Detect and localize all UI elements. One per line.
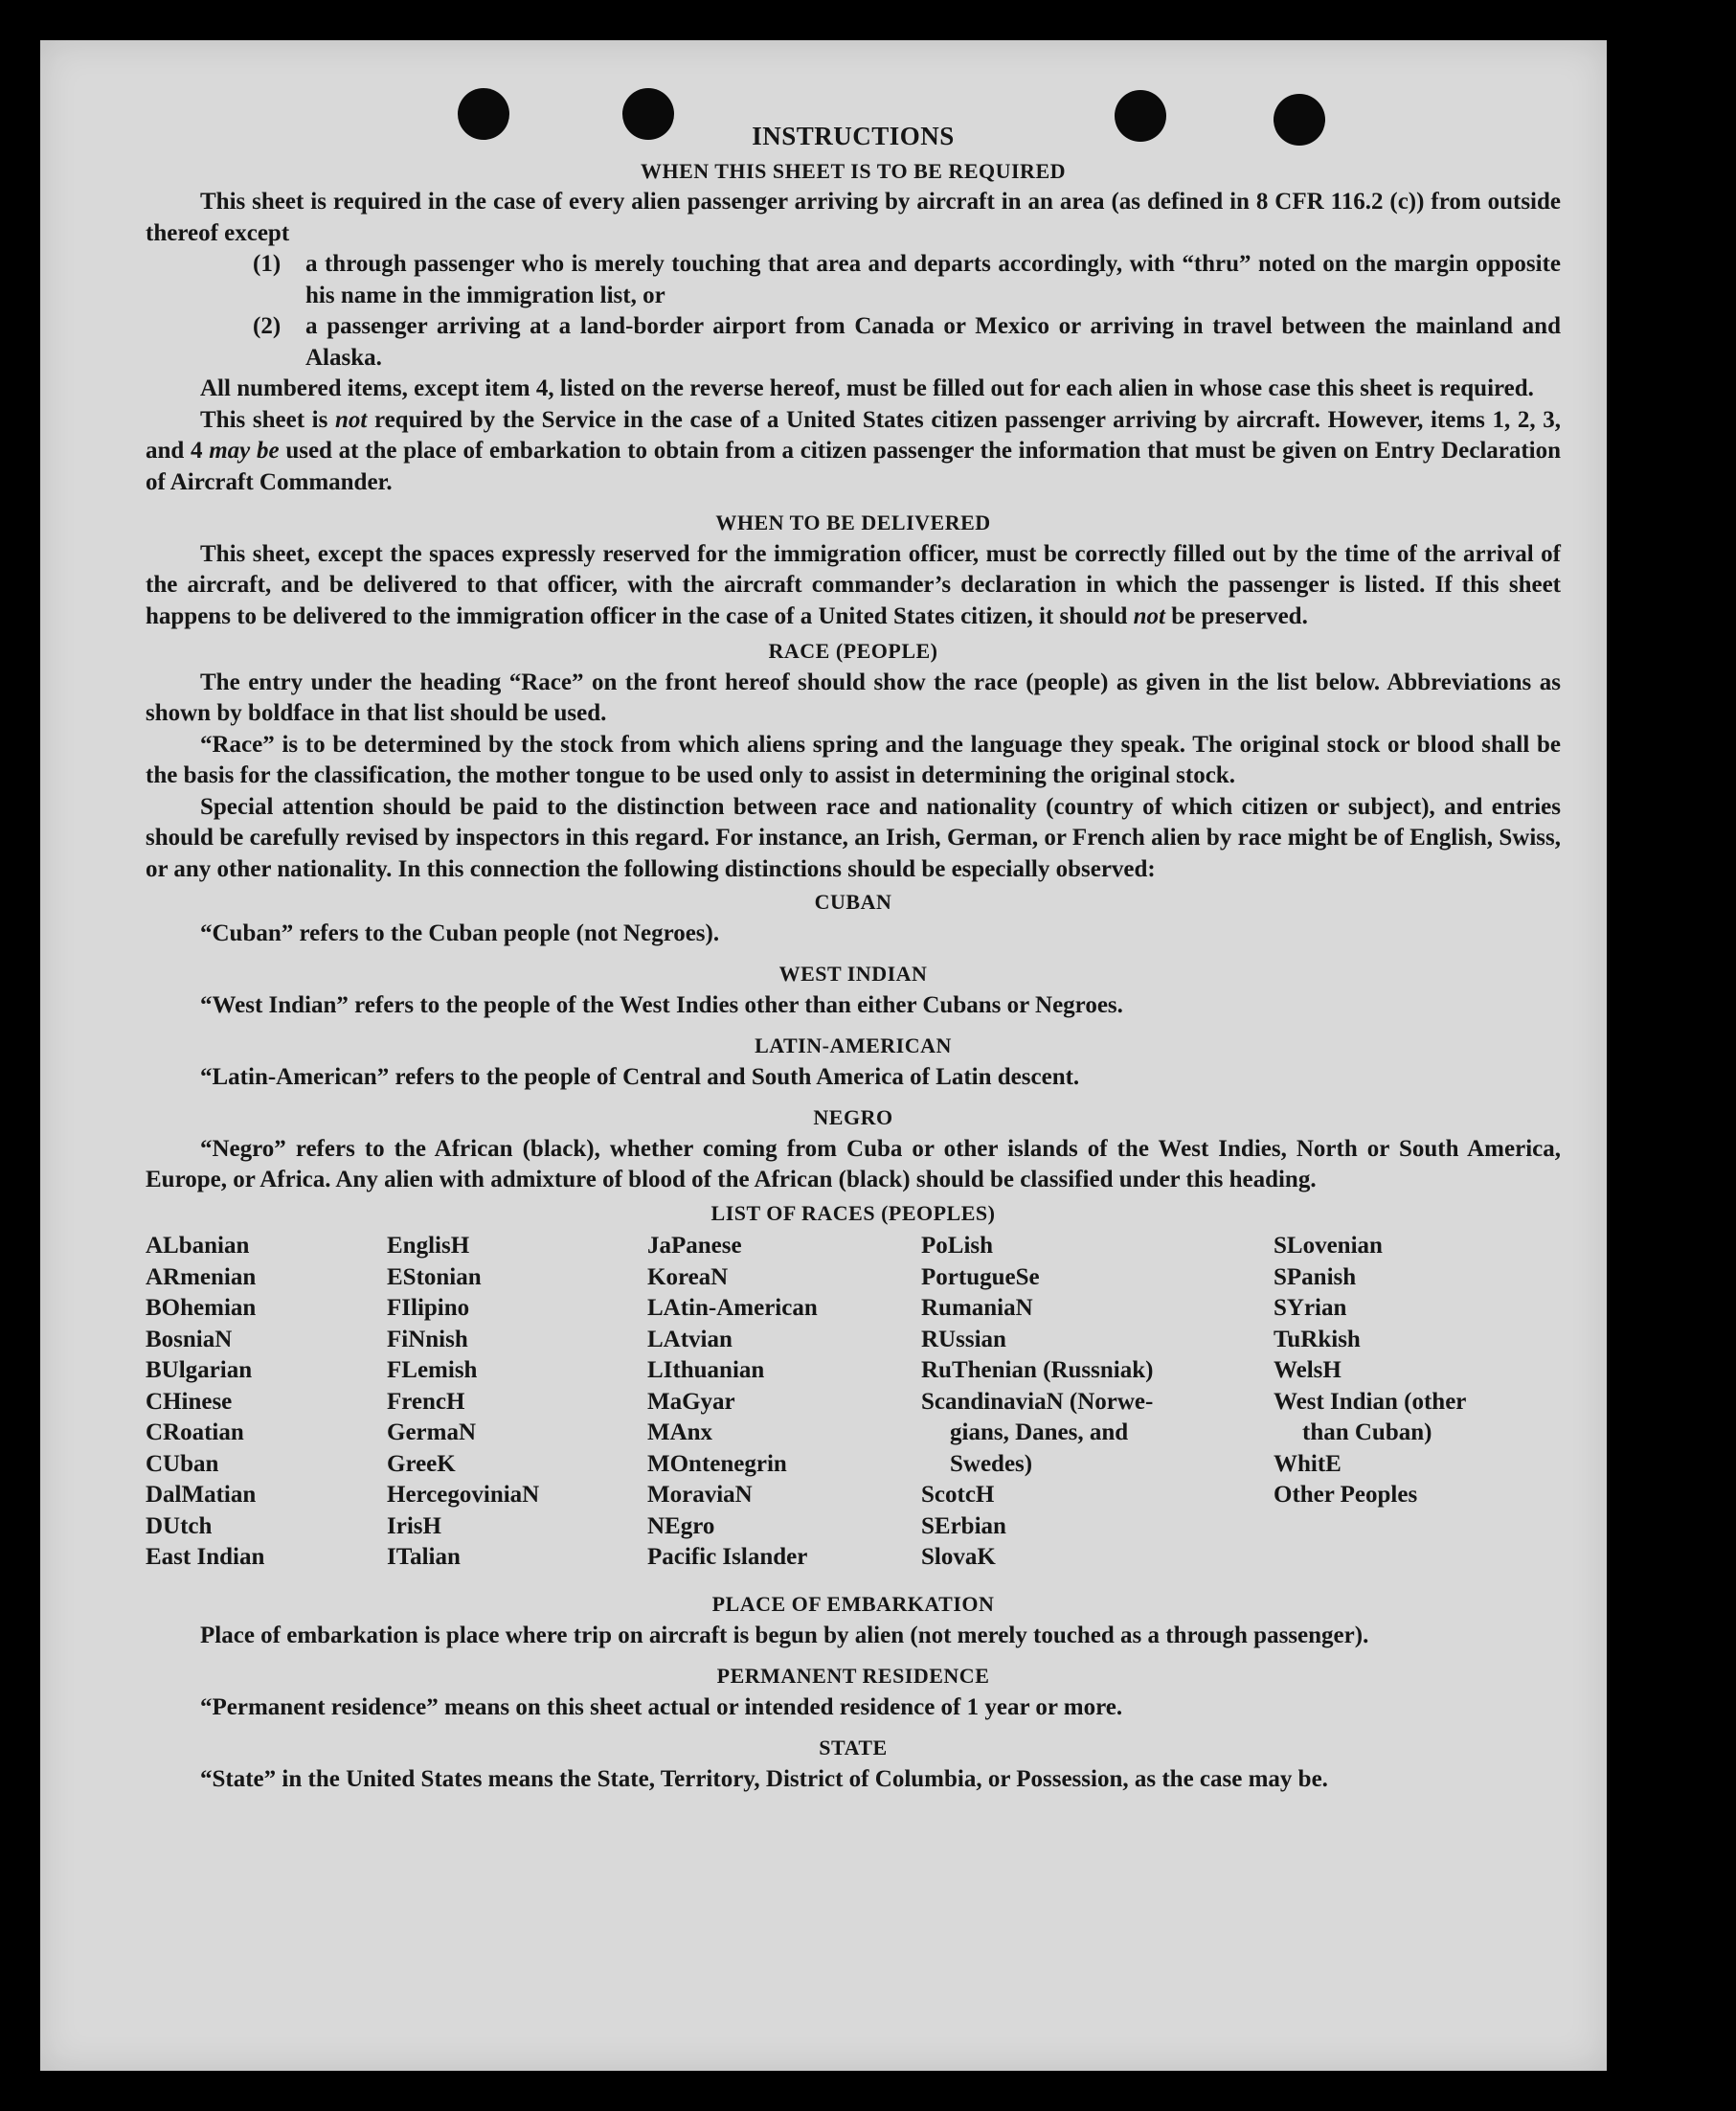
race-entry: SlovaK <box>921 1544 996 1570</box>
race-entry: LAtvian <box>647 1326 733 1352</box>
race-entry: GreeK <box>387 1450 456 1477</box>
race-entry: ScotcH <box>921 1482 995 1508</box>
race-entry: MOntenegrin <box>647 1450 787 1477</box>
race-entry: LAtin-American <box>647 1295 818 1321</box>
item-number: (1) <box>253 251 282 277</box>
race-entry: FIlipino <box>387 1295 470 1321</box>
race-entry: IrisH <box>387 1512 441 1539</box>
instructions-content <box>146 117 1561 1795</box>
race-entry: ALbanian <box>146 1233 250 1259</box>
races-column <box>1274 1231 1466 1511</box>
section-heading: PLACE OF EMBARKATION <box>711 1592 995 1616</box>
race-entry: DalMatian <box>146 1482 257 1508</box>
paragraph: Special attention should be paid to the distinction between race and nationality (country of which citizen or subject), and entries should be carefully revised by inspectors in this regard. For instance, an Irish, German, or French alien by race might be of English, Swiss, or any other nationality. In this connection the following distinctions should be especially observed: <box>146 793 1561 882</box>
race-entry: GermaN <box>387 1419 477 1445</box>
paragraph: This sheet is not required by the Service in the case of a United States citizen passenger arriving by aircraft. However, items 1, 2, 3, and 4 may be used at the place of embarkation to obtain from a citizen passenger the information that must be given on Entry Declaration of Aircraft Commander. <box>146 406 1562 495</box>
race-entry: ScandinaviaN (Norwe- <box>921 1388 1154 1415</box>
races-column <box>146 1231 264 1574</box>
race-entry: WhitE <box>1274 1450 1341 1477</box>
paragraph: “Negro” refers to the African (black), whether coming from Cuba or other islands of the West Indies, North or South America, Europe, or Africa. Any alien with admixture of blood of the African (black) should be classified under this heading. <box>146 1135 1561 1192</box>
race-entry: West Indian (other <box>1274 1388 1467 1415</box>
race-entry: CUban <box>146 1450 219 1477</box>
section-heading: CUBAN <box>814 890 892 914</box>
section-heading: WHEN THIS SHEET IS TO BE REQUIRED <box>640 158 1067 183</box>
paragraph: “Cuban” refers to the Cuban people (not Negroes). <box>200 919 720 946</box>
race-entry: gians, Danes, and <box>950 1419 1129 1445</box>
race-entry: FrencH <box>387 1388 465 1415</box>
race-entry: KoreaN <box>647 1263 729 1290</box>
race-entry: SPanish <box>1274 1263 1357 1290</box>
race-entry: SLovenian <box>1274 1233 1383 1259</box>
race-entry: DUtch <box>146 1512 213 1539</box>
page-title: INSTRUCTIONS <box>752 122 955 150</box>
race-entry: EnglisH <box>387 1233 470 1259</box>
race-entry: MaGyar <box>647 1388 735 1415</box>
section-heading: LATIN-AMERICAN <box>755 1033 952 1057</box>
document-sheet <box>40 40 1607 2071</box>
section-heading: NEGRO <box>813 1105 893 1129</box>
section-heading: STATE <box>819 1736 888 1759</box>
race-entry: Swedes) <box>950 1450 1033 1477</box>
paragraph: “Race” is to be determined by the stock from which aliens spring and the language they speak. The original stock or blood shall be the basis for the classification, the mother tongue to be used only to assist in determining the original stock. <box>146 731 1561 788</box>
race-entry: than Cuban) <box>1302 1419 1432 1445</box>
race-entry: ITalian <box>387 1544 461 1570</box>
race-entry: LIthuanian <box>647 1357 765 1383</box>
races-column <box>647 1231 818 1574</box>
race-entry: PoLish <box>921 1233 994 1259</box>
paragraph: This sheet, except the spaces expressly reserved for the immigration officer, must be correctly filled out by the time of the arrival of the aircraft, and be delivered to that officer, with the aircraft commander’s declaration in which the passenger is listed. If this sheet happens to be delivered to the immigration officer in the case of a United States citizen, it should not be preserved. <box>146 540 1561 629</box>
race-entry: SErbian <box>921 1512 1006 1539</box>
race-entry: FLemish <box>387 1357 478 1383</box>
item-text: a passenger arriving at a land-border airport from Canada or Mexico or arriving in travel between the mainland and Alaska. <box>305 313 1561 371</box>
race-entry: FiNnish <box>387 1326 468 1352</box>
race-entry: Pacific Islander <box>647 1544 808 1570</box>
paragraph: “West Indian” refers to the people of the West Indies other than either Cubans or Negroes. <box>200 991 1123 1018</box>
race-entry: EStonian <box>387 1263 482 1290</box>
list-item <box>146 311 1561 374</box>
section-heading: WHEN TO BE DELIVERED <box>715 511 991 534</box>
item-text: a through passenger who is merely touching that area and departs accordingly, with “thru” noted on the margin opposite his name in the immigration list, or <box>305 251 1561 308</box>
race-entry: MAnx <box>647 1419 713 1445</box>
race-entry: East Indian <box>146 1544 265 1570</box>
race-entry: CHinese <box>146 1388 233 1415</box>
race-entry: SYrian <box>1274 1295 1347 1321</box>
races-column <box>921 1231 1153 1574</box>
race-entry: NEgro <box>647 1512 715 1539</box>
paragraph: “Latin-American” refers to the people of Central and South America of Latin descent. <box>200 1063 1080 1090</box>
race-entry: BUlgarian <box>146 1357 253 1383</box>
section-heading: PERMANENT RESIDENCE <box>716 1664 990 1688</box>
paragraph: This sheet is required in the case of every alien passenger arriving by aircraft in an area (as defined in 8 CFR 116.2 (c)) from outside thereof except <box>146 189 1561 246</box>
paragraph: “Permanent residence” means on this sheet actual or intended residence of 1 year or more. <box>200 1693 1123 1720</box>
race-entry: Other Peoples <box>1274 1482 1418 1508</box>
race-entry: JaPanese <box>647 1233 742 1259</box>
item-number: (2) <box>253 313 282 339</box>
race-entry: HercegoviniaN <box>387 1482 540 1508</box>
list-item <box>146 249 1561 311</box>
race-entry: MoraviaN <box>647 1482 753 1508</box>
race-entry: TuRkish <box>1274 1326 1361 1352</box>
paragraph: “State” in the United States means the State, Territory, District of Columbia, or Possession, as the case may be. <box>200 1765 1328 1792</box>
race-entry: BosniaN <box>146 1326 233 1352</box>
race-entry: RumaniaN <box>921 1295 1033 1321</box>
races-column <box>387 1231 539 1574</box>
races-table <box>146 1231 1561 1585</box>
race-entry: PortugueSe <box>921 1263 1040 1290</box>
paragraph: Place of embarkation is place where trip on aircraft is begun by alien (not merely touched as a through passenger). <box>200 1622 1369 1648</box>
section-heading: LIST OF RACES (PEOPLES) <box>710 1200 996 1225</box>
race-entry: WelsH <box>1274 1357 1341 1383</box>
race-entry: CRoatian <box>146 1419 244 1445</box>
race-entry: ARmenian <box>146 1263 257 1290</box>
race-entry: RuThenian (Russniak) <box>921 1357 1154 1383</box>
paragraph: The entry under the heading “Race” on the front hereof should show the race (people) as given in the list below. Abbreviations as shown by boldface in that list should be used. <box>146 669 1561 726</box>
paragraph: All numbered items, except item 4, listed on the reverse hereof, must be filled out for each alien in whose case this sheet is required. <box>200 375 1534 401</box>
section-heading: RACE (PEOPLE) <box>768 639 938 663</box>
race-entry: RUssian <box>921 1326 1006 1352</box>
section-heading: WEST INDIAN <box>778 962 928 986</box>
race-entry: BOhemian <box>146 1295 257 1321</box>
